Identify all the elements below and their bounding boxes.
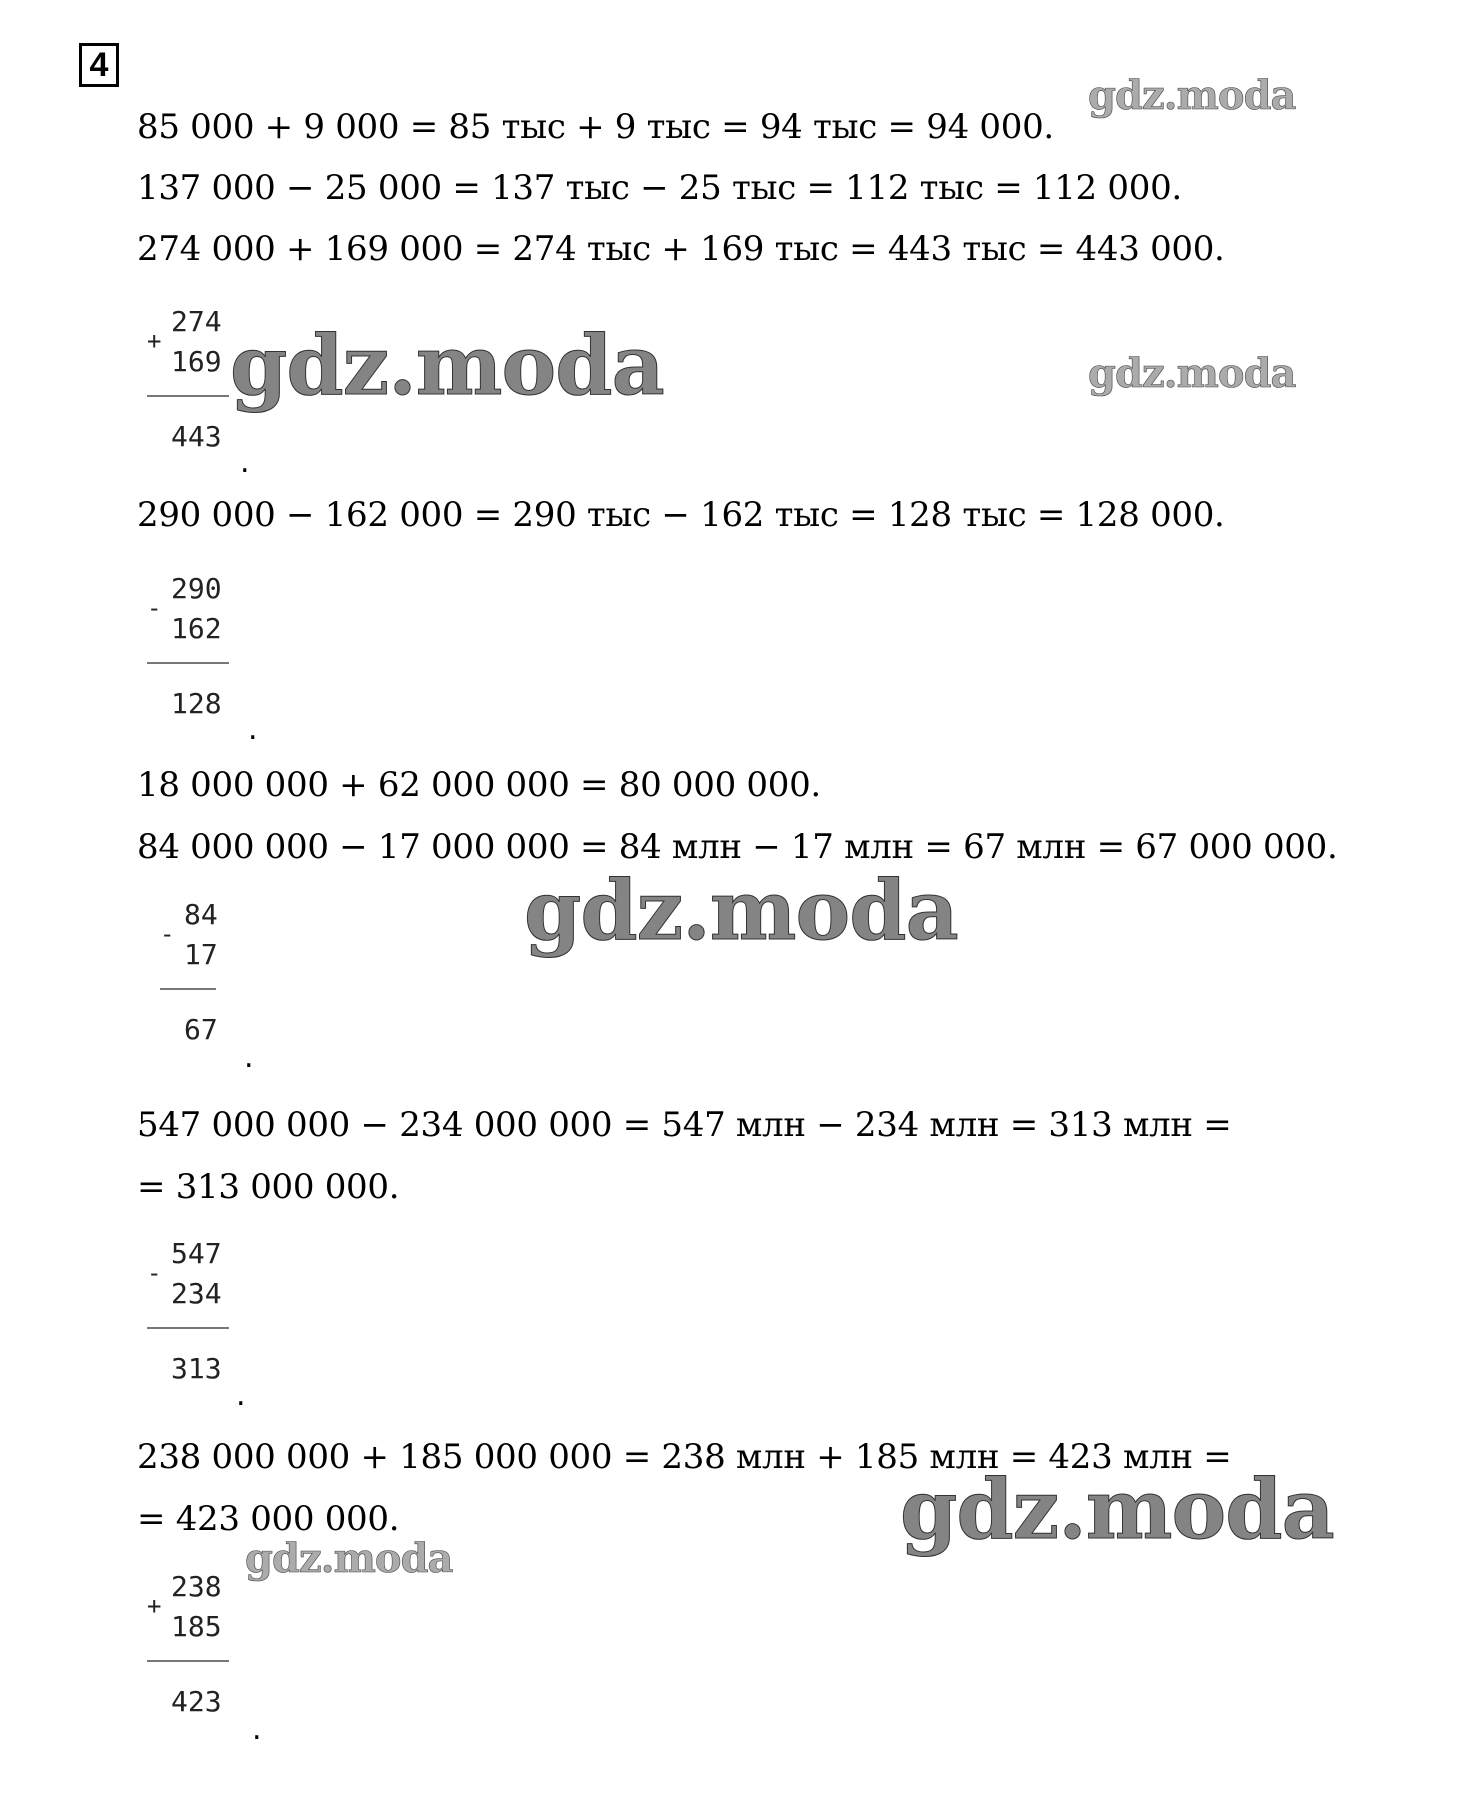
column-rule	[147, 395, 229, 397]
equation-line: 85 000 + 9 000 = 85 тыс + 9 тыс = 94 тыс = 94 000.	[137, 107, 1054, 147]
column-operand: 238	[171, 1570, 222, 1603]
column-operator: +	[147, 1592, 162, 1620]
column-result: 313	[171, 1352, 222, 1385]
column-operand: 290	[171, 572, 222, 605]
column-rule	[147, 662, 229, 664]
column-rule	[147, 1660, 229, 1662]
dot: .	[236, 1378, 246, 1413]
watermark: gdz.moda	[1088, 72, 1296, 119]
column-operand: 547	[171, 1237, 222, 1270]
equation-line: = 423 000 000.	[137, 1499, 400, 1539]
equation-line: 238 000 000 + 185 000 000 = 238 млн + 185 млн = 423 млн =	[137, 1437, 1232, 1477]
column-operator: -	[160, 920, 175, 948]
equation-line: 137 000 − 25 000 = 137 тыс − 25 тыс = 112 тыс = 112 000.	[137, 168, 1182, 208]
column-result: 423	[171, 1685, 222, 1718]
equation-line: 290 000 − 162 000 = 290 тыс − 162 тыс = 128 тыс = 128 000.	[137, 495, 1225, 535]
column-operand: 17	[184, 938, 218, 971]
equation-line: = 313 000 000.	[137, 1167, 400, 1207]
column-operand: 169	[171, 345, 222, 378]
column-calculation	[150, 898, 260, 1048]
column-rule	[147, 1327, 229, 1329]
column-operand: 234	[171, 1277, 222, 1310]
column-operator: -	[147, 594, 162, 622]
column-result: 443	[171, 420, 222, 453]
column-operand: 162	[171, 612, 222, 645]
equation-line: 18 000 000 + 62 000 000 = 80 000 000.	[137, 765, 821, 805]
column-result: 128	[171, 687, 222, 720]
column-calculation	[137, 1237, 247, 1387]
task-number: 4	[79, 43, 119, 87]
dot: .	[248, 712, 258, 747]
column-rule	[160, 988, 216, 990]
column-operator: +	[147, 327, 162, 355]
column-operand: 274	[171, 305, 222, 338]
column-operand: 185	[171, 1610, 222, 1643]
column-result: 67	[184, 1013, 218, 1046]
watermark: gdz.moda	[1088, 350, 1296, 397]
dot: .	[252, 1712, 262, 1747]
column-operand: 84	[184, 898, 218, 931]
equation-line: 547 000 000 − 234 000 000 = 547 млн − 234 млн = 313 млн =	[137, 1105, 1232, 1145]
column-operator: -	[147, 1259, 162, 1287]
dot: .	[240, 445, 250, 480]
watermark: gdz.moda	[524, 863, 958, 959]
equation-line: 274 000 + 169 000 = 274 тыс + 169 тыс = 443 тыс = 443 000.	[137, 229, 1225, 269]
column-calculation	[137, 1570, 247, 1720]
watermark: gdz.moda	[230, 318, 664, 414]
watermark: gdz.moda	[900, 1462, 1334, 1558]
column-calculation	[137, 572, 247, 722]
watermark: gdz.moda	[245, 1535, 453, 1582]
equation-line: 84 000 000 − 17 000 000 = 84 млн − 17 млн = 67 млн = 67 000 000.	[137, 827, 1338, 867]
dot: .	[244, 1040, 254, 1075]
